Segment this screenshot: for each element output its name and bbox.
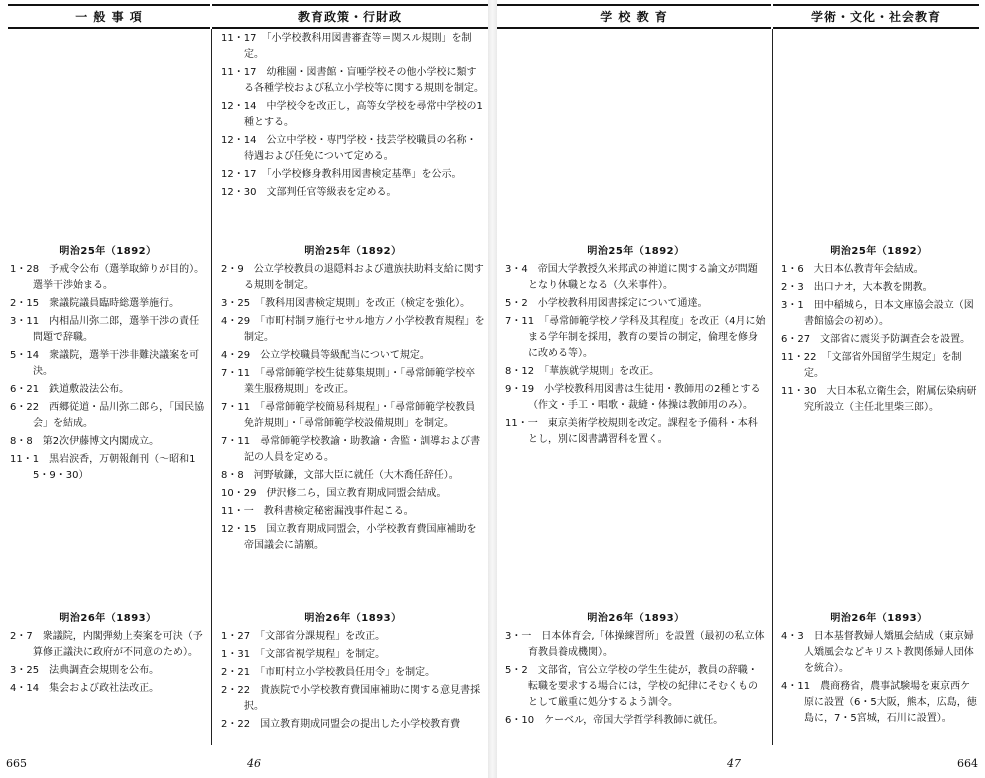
entry-item: 2・3 出口ナオ，大本教を開教。 (781, 282, 933, 293)
entry-item: 11・17 「小学校教科用図書審査等＝関スル規則」を制定。 (221, 33, 472, 60)
general-1892-entries (10, 262, 206, 484)
entry-item: 2・9 公立学校教員の退隠料および遺族扶助料支給に関する規則を制定。 (221, 264, 484, 291)
right-page (497, 0, 985, 778)
entry-item: 3・1 田中稲城ら，日本文庫協会設立（図書館協会の初め）。 (781, 300, 974, 327)
page-number-left-inner: 46 (247, 757, 261, 770)
page-number-right-outer: 664 (957, 757, 978, 770)
entry-item: 12・17 「小学校修身教科用図書検定基準」を公示。 (221, 169, 462, 180)
entry-item: 9・19 小学校教科用図書は生徒用・教師用の2種とする（作文・手工・唱歌・裁縫・体操は教師用のみ）。 (505, 384, 761, 411)
policy-1892-section (221, 244, 485, 556)
culture-1893-entries (781, 629, 977, 727)
column-divider (211, 29, 212, 745)
entry-item: 12・14 中学校令を改正し，高等女学校を尋常中学校の1種とする。 (221, 101, 483, 128)
entry-item: 5・2 小学校教科用図書採定について通達。 (505, 298, 708, 309)
entry-item: 4・29 「市町村制ヲ施行セサル地方ノ小学校教育規程」を制定。 (221, 316, 485, 343)
entry-item: 3・一 日本体育会,「体操練習所」を設置（最初の私立体育教員養成機関）。 (505, 631, 765, 658)
entry-item: 2・21 「市町村立小学校教員任用令」を制定。 (221, 667, 436, 678)
year-heading-1892: 明治25年（1892） (830, 246, 928, 257)
culture-1892-entries (781, 262, 977, 416)
general-1892-section (10, 244, 206, 486)
entry-item: 11・一 東京美術学校規則を改定。課程を予備科・本科とし，別に図書講習科を置く。 (505, 418, 758, 445)
entry-item: 7・11 尋常師範学校教諭・助教諭・舎監・訓導および書記の人員を定める。 (221, 436, 481, 463)
column-school (505, 31, 767, 745)
entry-item: 1・6 大日本仏教青年会結成。 (781, 264, 924, 275)
header-culture: 学術・文化・社会教育 (773, 4, 979, 29)
left-page (0, 0, 488, 778)
entry-item: 7・11 「尋常師範学校生徒募集規則」・「尋常師範学校卒業生服務規則」を改正。 (221, 368, 476, 395)
general-1893-section (10, 611, 206, 699)
entry-item: 12・14 公立中学校・専門学校・技芸学校職員の名称・待遇および任免について定める。 (221, 135, 477, 162)
entry-item: 12・15 国立教育期成同盟会，小学校教育費国庫補助を帝国議会に請願。 (221, 524, 477, 551)
entry-item: 10・29 伊沢修二ら，国立教育期成同盟会結成。 (221, 488, 447, 499)
header-policy: 教育政策・行財政 (212, 4, 488, 29)
policy-1893-section (221, 611, 485, 735)
culture-1892-section (781, 244, 977, 418)
entry-item: 8・12 「華族就学規則」を改正。 (505, 366, 660, 377)
entry-item: 4・11 農商務省，農事試験場を東京西ケ原に設置（6・5大阪，熊本，広島，徳島に，7・5宮城，石川に設置）。 (781, 681, 977, 724)
column-policy (221, 31, 485, 745)
entry-item: 11・30 大日本私立衛生会，附属伝染病研究所設立（主任北里柴三郎）。 (781, 386, 977, 413)
header-school: 学 校 教 育 (497, 4, 771, 29)
policy-1892-entries (221, 262, 485, 554)
entry-item: 5・2 文部省，官公立学校の学生生徒が，教員の辞職・転職を要求する場合には，学校の紀律にそむくものとして厳重に処分するよう訓令。 (505, 665, 758, 708)
entry-item: 6・27 文部省に震災予防調査会を設置。 (781, 334, 971, 345)
school-1893-entries (505, 629, 767, 729)
column-general (10, 31, 206, 745)
entry-item: 6・10 ケーベル，帝国大学哲学科教師に就任。 (505, 715, 724, 726)
year-heading-1893: 明治26年（1893） (59, 613, 157, 624)
culture-1893-section (781, 611, 977, 729)
entry-item: 3・11 内相品川弥二郎，選挙干渉の責任問題で辞職。 (10, 316, 200, 343)
page-number-right-inner: 47 (727, 757, 741, 770)
entry-item: 1・27 「文部省分課規程」を改正。 (221, 631, 386, 642)
column-culture (781, 31, 977, 745)
entry-item: 7・11 「尋常師範学校ノ学科及其程度」を改正（4月に始まる学年制を採用，教育の要旨の制定，倫理を修身に改める等）。 (505, 316, 766, 359)
entry-item: 1・28 予戒令公布（選挙取締りが目的）。選挙干渉始まる。 (10, 264, 205, 291)
entry-item: 2・22 貴族院で小学校教育費国庫補助に関する意見書採択。 (221, 685, 481, 712)
entry-item: 6・22 西郷従道・品川弥二郎ら，「国民協会」を結成。 (10, 402, 205, 429)
entry-item: 2・7 衆議院，内閣弾劾上奏案を可決（予算修正議決に政府が不同意のため）。 (10, 631, 203, 658)
entry-item: 3・25 「教科用図書検定規則」を改正（検定を強化）。 (221, 298, 471, 309)
entry-item: 2・22 国立教育期成同盟会の提出した小学校教育費 (221, 719, 461, 730)
entry-item: 4・14 集会および政社法改正。 (10, 683, 160, 694)
year-heading-1893: 明治26年（1893） (587, 613, 685, 624)
year-heading-1893: 明治26年（1893） (304, 613, 402, 624)
entry-item: 11・17 幼稚園・図書館・盲唖学校その他小学校に類する各種学校および私立小学校等に関する規則を制定。 (221, 67, 484, 94)
year-heading-1892: 明治25年（1892） (587, 246, 685, 257)
entry-item: 2・15 衆議院議員臨時総選挙施行。 (10, 298, 180, 309)
page-number-left-outer: 665 (6, 757, 27, 770)
school-1892-section (505, 244, 767, 450)
entry-item: 6・21 鉄道敷設法公布。 (10, 384, 130, 395)
page-gutter (488, 0, 497, 778)
entry-item: 11・1 黒岩涙香，万朝報創刊（～昭和15・9・30） (10, 454, 196, 481)
year-heading-1892: 明治25年（1892） (304, 246, 402, 257)
entry-item: 7・11 「尋常師範学校簡易科規程」・「尋常師範学校教員免許規則」・「尋常師範学校設備規則」を制定。 (221, 402, 476, 429)
entry-item: 3・25 法典調査会規則を公布。 (10, 665, 160, 676)
entry-item: 11・22 「文部省外国留学生規定」を制定。 (781, 352, 962, 379)
entry-item: 4・29 公立学校職員等級配当について規定。 (221, 350, 430, 361)
entry-item: 8・8 河野敏鎌，文部大臣に就任（大木喬任辞任）。 (221, 470, 459, 481)
entry-item: 5・14 衆議院，選挙干渉非難決議案を可決。 (10, 350, 200, 377)
entry-item: 8・8 第2次伊藤博文内閣成立。 (10, 436, 160, 447)
policy-top-entries (221, 31, 485, 203)
entry-item: 11・一 教科書検定秘密漏洩事件起こる。 (221, 506, 414, 517)
entry-item: 12・30 文部判任官等級表を定める。 (221, 187, 397, 198)
year-heading-1892: 明治25年（1892） (59, 246, 157, 257)
header-general: 一 般 事 項 (8, 4, 210, 29)
column-divider (772, 29, 773, 745)
school-1892-entries (505, 262, 767, 448)
entry-item: 3・4 帝国大学教授久米邦武の神道に関する論文が問題となり休職となる（久米事件）。 (505, 264, 758, 291)
general-1893-entries (10, 629, 206, 697)
school-1893-section (505, 611, 767, 731)
year-heading-1893: 明治26年（1893） (830, 613, 928, 624)
entry-item: 4・3 日本基督教婦人矯風会結成（東京婦人矯風会などキリスト教関係婦人団体を統合）。 (781, 631, 974, 674)
entry-item: 1・31 「文部省視学規程」を制定。 (221, 649, 386, 660)
policy-1893-entries (221, 629, 485, 733)
